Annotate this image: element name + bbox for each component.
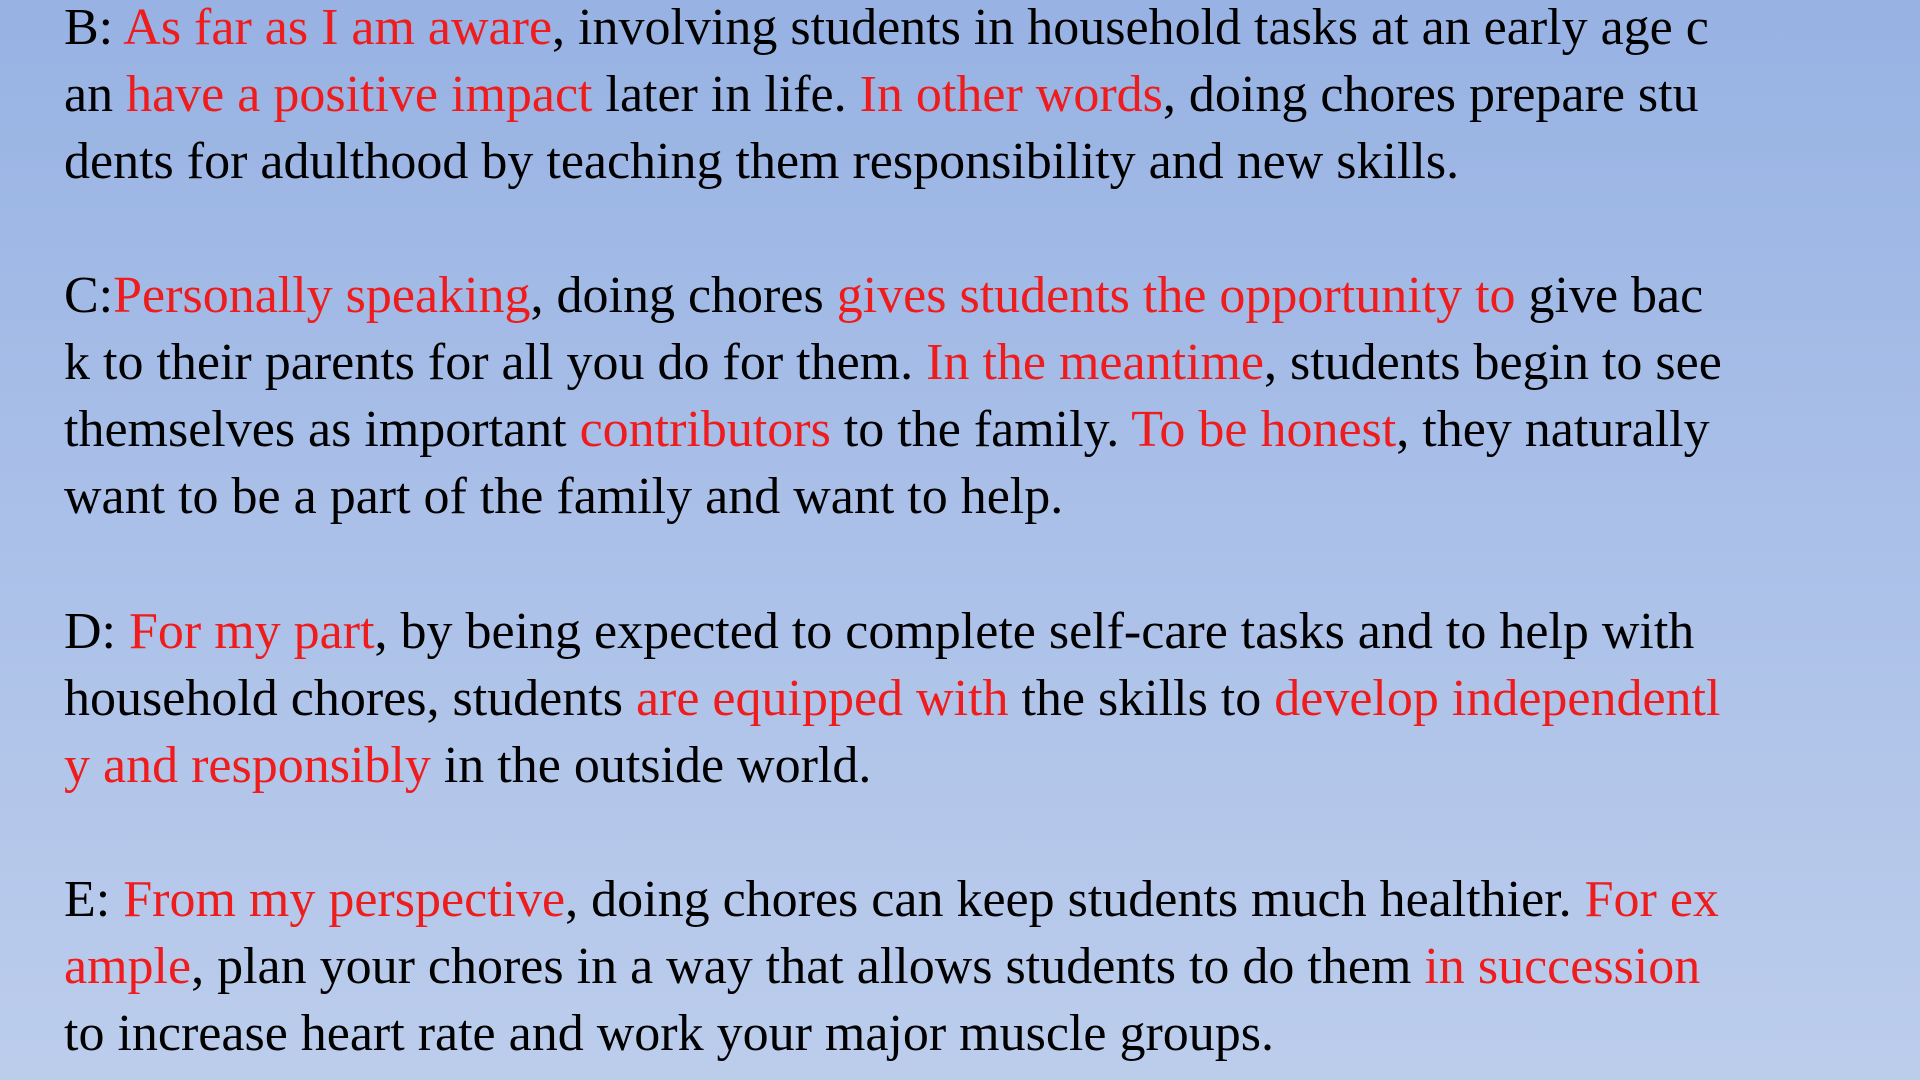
text-segment: to increase heart rate and work your major muscle groups. xyxy=(64,1005,1275,1062)
paragraph-b-line-2 xyxy=(64,61,1864,128)
paragraph-b xyxy=(64,0,1864,195)
text-segment: to the family. xyxy=(830,401,1132,458)
text-segment: an xyxy=(64,66,127,123)
highlighted-phrase: For my part xyxy=(129,603,375,660)
highlighted-phrase: contributors xyxy=(579,401,831,458)
highlighted-phrase: y and responsibly xyxy=(64,737,431,794)
highlighted-phrase: in succession xyxy=(1424,938,1701,995)
highlighted-phrase: have a positive impact xyxy=(126,66,593,123)
highlighted-phrase: For ex xyxy=(1584,871,1719,928)
highlighted-phrase: In other words xyxy=(859,66,1163,123)
highlighted-phrase: gives students the opportunity to xyxy=(836,267,1516,324)
paragraph-d-line-1 xyxy=(64,598,1864,665)
text-segment: , students begin to see xyxy=(1264,334,1722,391)
paragraph-d-line-2 xyxy=(64,665,1864,732)
paragraph-b-line-3 xyxy=(64,128,1864,195)
text-segment: , by being expected to complete self-care tasks and to help with xyxy=(374,603,1695,660)
highlighted-phrase: ample xyxy=(64,938,192,995)
highlighted-phrase: To be honest xyxy=(1131,401,1397,458)
text-segment: D: xyxy=(64,603,129,660)
text-segment: , they naturally xyxy=(1396,401,1710,458)
paragraph-c-line-3 xyxy=(64,396,1864,463)
paragraph-d-line-3 xyxy=(64,732,1864,799)
text-segment: dents for adulthood by teaching them responsibility and new skills. xyxy=(64,133,1460,190)
highlighted-phrase: From my perspective xyxy=(123,871,566,928)
highlighted-phrase: In the meantime xyxy=(926,334,1264,391)
highlighted-phrase: are equipped with xyxy=(635,670,1009,727)
paragraph-c-line-4 xyxy=(64,463,1864,530)
text-segment: E: xyxy=(64,871,124,928)
paragraph-c-line-2 xyxy=(64,329,1864,396)
text-segment: , involving students in household tasks at an early age c xyxy=(552,0,1709,56)
text-segment: , doing chores can keep students much healthier. xyxy=(565,871,1585,928)
text-segment: give bac xyxy=(1515,267,1704,324)
text-segment: later in life. xyxy=(592,66,860,123)
text-segment: , plan your chores in a way that allows students to do them xyxy=(191,938,1425,995)
paragraph-e xyxy=(64,866,1864,1067)
paragraph-e-line-2 xyxy=(64,933,1864,1000)
text-segment: want to be a part of the family and want to help. xyxy=(64,468,1064,525)
text-segment: household chores, students xyxy=(64,670,636,727)
text-segment: k to their parents for all you do for them. xyxy=(64,334,927,391)
text-segment: themselves as important xyxy=(64,401,580,458)
paragraph-c-line-1 xyxy=(64,262,1864,329)
text-segment: C: xyxy=(64,267,114,324)
text-segment: in the outside world. xyxy=(430,737,872,794)
paragraph-d xyxy=(64,598,1864,799)
text-segment: , doing chores xyxy=(530,267,837,324)
text-segment: the skills to xyxy=(1008,670,1275,727)
text-segment: , doing chores prepare stu xyxy=(1162,66,1699,123)
paragraph-c xyxy=(64,262,1864,530)
highlighted-phrase: As far as I am aware xyxy=(123,0,553,56)
paragraph-e-line-3 xyxy=(64,1000,1864,1067)
text-segment: B: xyxy=(64,0,124,56)
highlighted-phrase: develop independentl xyxy=(1274,670,1721,727)
paragraph-b-line-1 xyxy=(64,0,1864,61)
highlighted-phrase: Personally speaking xyxy=(113,267,531,324)
paragraph-e-line-1 xyxy=(64,866,1864,933)
